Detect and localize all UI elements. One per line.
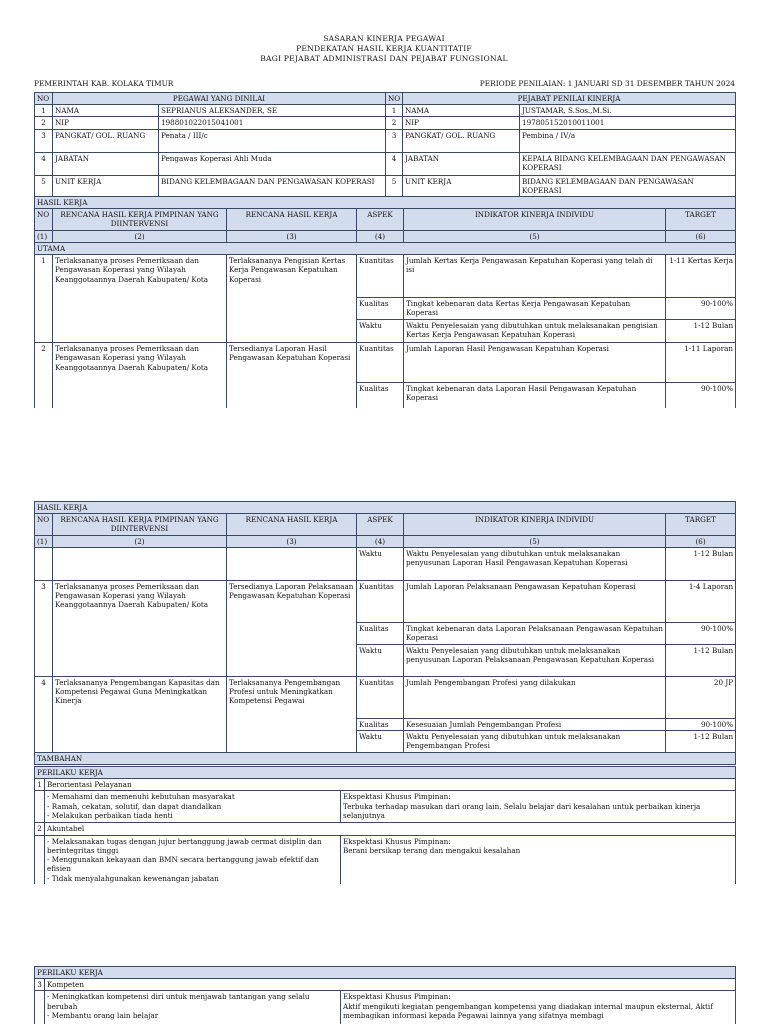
col-num-3: (3) bbox=[227, 230, 357, 242]
item-aspect: Kualitas bbox=[357, 298, 404, 320]
col-num-4: (4) bbox=[357, 535, 404, 547]
item-target: 90-100% bbox=[666, 622, 736, 644]
item-aspect: Waktu bbox=[357, 547, 404, 580]
behavior-no: 1 bbox=[35, 779, 45, 791]
item-target: 20 JP bbox=[666, 676, 736, 718]
col-aspect: ASPEK bbox=[357, 514, 404, 535]
col-num-4: (4) bbox=[357, 230, 404, 242]
item-plan: Tersedianya Laporan Pelaksanaan Pengawasan Kepatuhan Koperasi bbox=[227, 580, 357, 676]
col-indicator: INDIKATOR KINERJA INDIVIDU bbox=[404, 514, 666, 535]
item-target: 90-100% bbox=[666, 718, 736, 730]
item-target: 1-12 Bulan bbox=[666, 320, 736, 343]
doc-title-line2: PENDEKATAN HASIL KERJA KUANTITATIF bbox=[296, 44, 472, 53]
behavior-name: Akuntabel bbox=[45, 823, 736, 835]
work-results-table-page1 bbox=[34, 196, 736, 409]
col-leader-plan: RENCANA HASIL KERJA PIMPINAN YANG DIINTERVENSI bbox=[53, 514, 227, 535]
behavior-point: - Melakukan perbaikan tiada henti bbox=[47, 810, 173, 820]
item-target: 1-4 Laporan bbox=[666, 580, 736, 622]
assessor-header: PEJABAT PENILAI KINERJA bbox=[403, 93, 736, 105]
col-num-1: (1) bbox=[35, 535, 53, 547]
assessed-name: SEPRIANUS ALEKSANDER, SE bbox=[159, 105, 386, 117]
assessed-rank: Penata / III/c bbox=[159, 129, 386, 152]
item-target: 90-100% bbox=[666, 298, 736, 320]
item-indicator: Jumlah Laporan Hasil Pengawasan Kepatuhan Koperasi bbox=[404, 343, 666, 383]
id-row-no2: 1 bbox=[386, 105, 403, 117]
item-indicator: Kesesuaian Jumlah Pengembangan Profesi bbox=[404, 718, 666, 730]
behavior-point: - Membantu orang lain belajar bbox=[47, 1010, 159, 1020]
id-row-label2: UNIT KERJA bbox=[403, 175, 520, 199]
col-target: TARGET bbox=[666, 209, 736, 230]
col-indicator: INDIKATOR KINERJA INDIVIDU bbox=[404, 209, 666, 230]
behavior-point: - Meningkatkan kompetensi diri untuk menjawab tantangan yang selalu berubah bbox=[47, 992, 310, 1011]
col-aspect: ASPEK bbox=[357, 209, 404, 230]
behavior-points bbox=[45, 835, 341, 887]
item-indicator: Waktu Penyelesaian yang dibutuhkan untuk melaksanakan penyusunan Laporan Hasil Pengawasan Kepatuhan Koperasi bbox=[404, 547, 666, 580]
assessor-nip: 197805152010011001 bbox=[520, 117, 736, 129]
id-col-no2: NO bbox=[386, 93, 403, 105]
id-row-label: NIP bbox=[53, 117, 159, 129]
id-row-no: 2 bbox=[35, 117, 53, 129]
item-aspect: Kuantitas bbox=[357, 676, 404, 718]
item-aspect: Kualitas bbox=[357, 383, 404, 409]
behavior-no: 2 bbox=[35, 823, 45, 835]
col-plan: RENCANA HASIL KERJA bbox=[227, 514, 357, 535]
doc-title-line1: SASARAN KINERJA PEGAWAI bbox=[323, 34, 445, 43]
assessor-rank: Pembina / IV/a bbox=[520, 129, 736, 152]
id-row-label: NAMA bbox=[53, 105, 159, 117]
item-plan: Terlaksananya Pengisian Kertas Kerja Pengawasan Kepatuhan Koperasi bbox=[227, 255, 357, 343]
section-work-results: HASIL KERJA bbox=[35, 197, 736, 209]
assessor-position: KEPALA BIDANG KELEMBAGAAN DAN PENGAWASAN KOPERASI bbox=[520, 152, 736, 175]
id-row-label2: PANGKAT/ GOL. RUANG bbox=[403, 129, 520, 152]
item-no: 1 bbox=[35, 255, 53, 343]
item-aspect: Kualitas bbox=[357, 622, 404, 644]
expectation-text: Berani bersikap terang dan mengakui kesalahan bbox=[343, 845, 521, 855]
assessed-employee-header: PEGAWAI YANG DINILAI bbox=[53, 93, 386, 105]
item-aspect: Waktu bbox=[357, 320, 404, 343]
item-indicator: Jumlah Laporan Pelaksanaan Pengawasan Kepatuhan Koperasi bbox=[404, 580, 666, 622]
col-num-6: (6) bbox=[666, 535, 736, 547]
assessed-position: Pengawas Koperasi Ahli Muda bbox=[159, 152, 386, 175]
col-num-2: (2) bbox=[53, 230, 227, 242]
col-num-3: (3) bbox=[227, 535, 357, 547]
id-row-no2: 4 bbox=[386, 152, 403, 175]
col-target: TARGET bbox=[666, 514, 736, 535]
id-row-no2: 5 bbox=[386, 175, 403, 199]
behavior-points bbox=[45, 991, 341, 1024]
page-gap bbox=[0, 408, 768, 500]
item-target: 1-12 Bulan bbox=[666, 644, 736, 676]
behavior-table-page3 bbox=[34, 966, 736, 1024]
section-additional: TAMBAHAN bbox=[35, 753, 736, 765]
item-leader-plan: Terlaksananya proses Pemeriksaan dan Pengawasan Koperasi yang Wilayah Keanggotaannya Daerah Kabupaten/ Kota bbox=[53, 255, 227, 343]
expectation-label: Ekspektasi Khusus Pimpinan: bbox=[343, 992, 451, 1002]
assessment-period: PERIODE PENILAIAN: 1 JANUARI SD 31 DESEMBER TAHUN 2024 bbox=[479, 79, 735, 88]
item-leader-plan: Terlaksananya proses Pemeriksaan dan Pengawasan Koperasi yang Wilayah Keanggotaannya Daerah Kabupaten/ Kota bbox=[53, 343, 227, 409]
behavior-point: - Memahami dan memenuhi kebutuhan masyarakat bbox=[47, 792, 235, 802]
assessed-unit: BIDANG KELEMBAGAAN DAN PENGAWASAN KOPERASI bbox=[159, 175, 386, 199]
behavior-expectation bbox=[341, 991, 736, 1024]
item-target: 1-12 Bulan bbox=[666, 547, 736, 580]
item-target: 1-11 Laporan bbox=[666, 343, 736, 383]
id-row-label: UNIT KERJA bbox=[53, 175, 159, 199]
behavior-points bbox=[45, 791, 341, 823]
col-num-1: (1) bbox=[35, 230, 53, 242]
item-target: 1-11 Kertas Kerja bbox=[666, 255, 736, 298]
agency-name: PEMERINTAH KAB. KOLAKA TIMUR bbox=[34, 79, 174, 88]
id-row-no2: 3 bbox=[386, 129, 403, 152]
item-aspect: Waktu bbox=[357, 644, 404, 676]
section-work-results: HASIL KERJA bbox=[35, 502, 736, 514]
id-row-no: 3 bbox=[35, 129, 53, 152]
item-aspect: Kuantitas bbox=[357, 580, 404, 622]
expectation-label: Ekspektasi Khusus Pimpinan: bbox=[343, 836, 451, 846]
id-row-label2: JABATAN bbox=[403, 152, 520, 175]
section-behavior: PERILAKU KERJA bbox=[35, 967, 736, 979]
item-indicator: Tingkat kebenaran data Laporan Hasil Pengawasan Kepatuhan Koperasi bbox=[404, 383, 666, 409]
col-leader-plan: RENCANA HASIL KERJA PIMPINAN YANG DIINTERVENSI bbox=[53, 209, 227, 230]
id-row-label: PANGKAT/ GOL. RUANG bbox=[53, 129, 159, 152]
behavior-point: - Melaksanakan tugas dengan jujur bertanggung jawab cermat disiplin dan berintegritas tinggi bbox=[47, 836, 322, 855]
item-aspect: Kuantitas bbox=[357, 255, 404, 298]
col-num-5: (5) bbox=[404, 535, 666, 547]
item-indicator: Waktu Penyelesaian yang dibutuhkan untuk melaksanakan penyusunan Laporan Pelaksanaan Pengawasan Kepatuhan Koperasi bbox=[404, 644, 666, 676]
item-indicator: Waktu Penyelesaian yang dibutuhkan untuk melaksanakan Pengembangan Profesi bbox=[404, 731, 666, 753]
item-leader-plan: Terlaksananya proses Pemeriksaan dan Pengawasan Koperasi yang Wilayah Keanggotaannya Daerah Kabupaten/ Kota bbox=[53, 580, 227, 676]
col-no: NO bbox=[35, 514, 53, 535]
behavior-name: Berorientasi Pelayanan bbox=[45, 779, 736, 791]
behavior-expectation bbox=[341, 791, 736, 823]
behavior-point: - Menggunakan kekayaan dan BMN secara bertanggung jawab efektif dan efisien bbox=[47, 855, 319, 874]
id-row-no: 1 bbox=[35, 105, 53, 117]
item-plan: Tersedianya Laporan Hasil Pengawasan Kepatuhan Koperasi bbox=[227, 343, 357, 409]
id-row-label: JABATAN bbox=[53, 152, 159, 175]
id-row-no: 5 bbox=[35, 175, 53, 199]
id-row-no: 4 bbox=[35, 152, 53, 175]
id-col-no: NO bbox=[35, 93, 53, 105]
item-aspect: Kuantitas bbox=[357, 343, 404, 383]
section-behavior: PERILAKU KERJA bbox=[35, 767, 736, 779]
item-no: 3 bbox=[35, 580, 53, 676]
col-num-2: (2) bbox=[53, 535, 227, 547]
section-main: UTAMA bbox=[35, 242, 736, 254]
item-aspect: Kualitas bbox=[357, 718, 404, 730]
item-leader-plan: Terlaksananya Pengembangan Kapasitas dan Kompetensi Pegawai Guna Meningkatkan Kinerja bbox=[53, 676, 227, 752]
doc-title-line3: BAGI PEJABAT ADMINISTRASI DAN PEJABAT FUNGSIONAL bbox=[260, 54, 508, 63]
assessed-nip: 198801022015041001 bbox=[159, 117, 386, 129]
work-results-table-page2 bbox=[34, 501, 736, 765]
item-indicator: Tingkat kebenaran data Kertas Kerja Pengawasan Kepatuhan Koperasi bbox=[404, 298, 666, 320]
assessor-unit: BIDANG KELEMBAGAAN DAN PENGAWASAN KOPERASI bbox=[520, 175, 736, 199]
col-plan: RENCANA HASIL KERJA bbox=[227, 209, 357, 230]
behavior-expectation bbox=[341, 835, 736, 887]
identity-table bbox=[34, 92, 736, 200]
behavior-point: - Ramah, cekatan, solutif, dan dapat diandalkan bbox=[47, 801, 222, 811]
item-target: 90-100% bbox=[666, 383, 736, 409]
id-row-label2: NAMA bbox=[403, 105, 520, 117]
item-target: 1-12 Bulan bbox=[666, 731, 736, 753]
behavior-no: 3 bbox=[35, 979, 45, 991]
col-num-5: (5) bbox=[404, 230, 666, 242]
expectation-label: Ekspektasi Khusus Pimpinan: bbox=[343, 792, 451, 802]
item-no: 2 bbox=[35, 343, 53, 409]
id-row-label2: NIP bbox=[403, 117, 520, 129]
id-row-no2: 2 bbox=[386, 117, 403, 129]
assessor-name: JUSTAMAR, S.Sos.,M.Si. bbox=[520, 105, 736, 117]
item-aspect: Waktu bbox=[357, 731, 404, 753]
item-indicator: Jumlah Pengembangan Profesi yang dilakukan bbox=[404, 676, 666, 718]
page-gap bbox=[0, 884, 768, 966]
behavior-point: - Tidak menyalahgunakan kewenangan jabatan bbox=[47, 873, 219, 883]
expectation-text: Aktif mengikuti kegiatan pengembangan kompetensi yang diadakan internal maupun eksternal, Aktif membagikan informasi kepada Pegawai lainnya yang sifatnya membagi bbox=[343, 1001, 713, 1020]
behavior-name: Kompeten bbox=[45, 979, 736, 991]
item-indicator: Waktu Penyelesaian yang dibutuhkan untuk melaksanakan pengisian Kertas Kerja Pengawasan Kepatuhan Koperasi bbox=[404, 320, 666, 343]
col-no: NO bbox=[35, 209, 53, 230]
expectation-text: Terbuka terhadap masukan dari orang lain, Selalu belajar dari kesalahan untuk perbaikan kinerja selanjutnya bbox=[343, 801, 701, 820]
behavior-table bbox=[34, 766, 736, 888]
item-indicator: Tingkat kebenaran data Laporan Pelaksanaan Pengawasan Kepatuhan Koperasi bbox=[404, 622, 666, 644]
item-no: 4 bbox=[35, 676, 53, 752]
col-num-6: (6) bbox=[666, 230, 736, 242]
item-plan: Terlaksananya Pengembangan Profesi untuk Meningkatkan Kompetensi Pegawai bbox=[227, 676, 357, 752]
item-indicator: Jumlah Kertas Kerja Pengawasan Kepatuhan Koperasi yang telah di isi bbox=[404, 255, 666, 298]
